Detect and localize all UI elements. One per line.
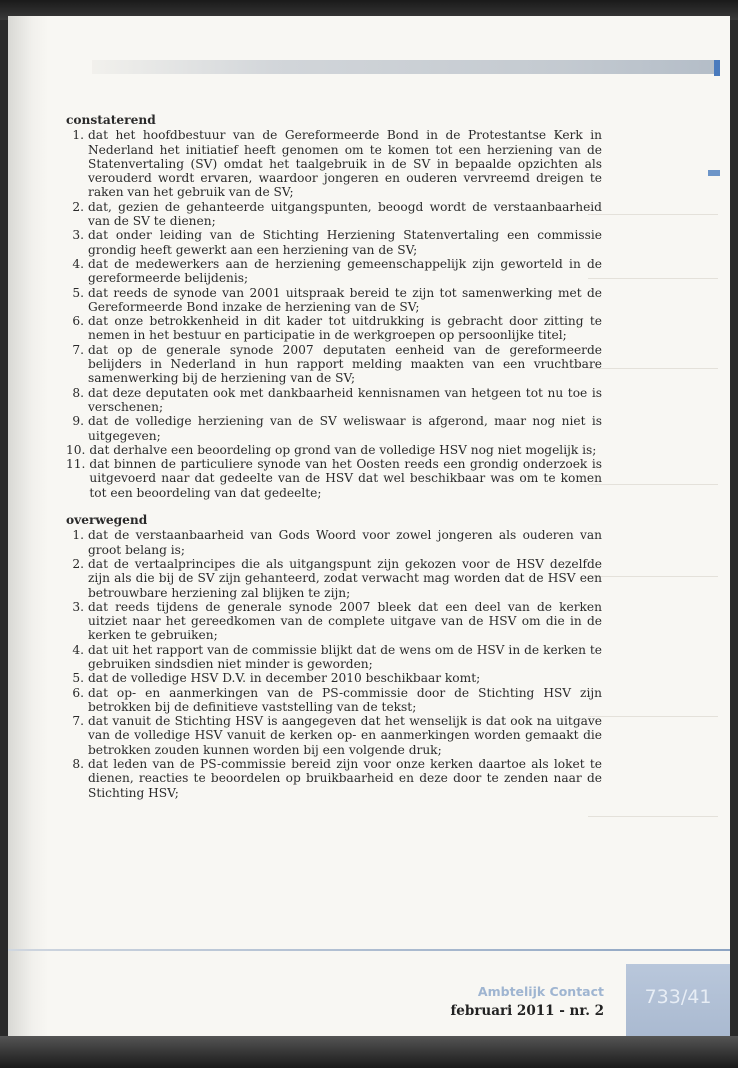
- item-text: dat reeds de synode van 2001 uitspraak bereid te zijn tot samenwerking met de Gereformeerde Bond inzake de herziening van de SV;: [88, 285, 602, 314]
- scan-border-bottom: [0, 1036, 738, 1068]
- item-number: 6.: [72, 685, 84, 700]
- item-number: 3.: [72, 228, 84, 243]
- item-text: dat op- en aanmerkingen van de PS-commissie door de Stichting HSV zijn betrokken bij de definitieve vaststelling van de tekst;: [88, 685, 602, 714]
- item-number: 1.: [72, 528, 84, 543]
- item-text: dat onze betrokkenheid in dit kader tot uitdrukking is gebracht door zitting te nemen in het bestuur en participatie in de werkgroepen op persoonlijke titel;: [88, 314, 602, 343]
- item-text: dat vanuit de Stichting HSV is aangegeven dat het wenselijk is dat ook na uitgave van de volledige HSV vanuit de kerken op- en aanmerkingen worden gemaakt die betrokken zouden kunnen worden bij een volgende druk;: [88, 714, 602, 757]
- bleed-through-line: [588, 816, 718, 817]
- item-number: 4.: [72, 256, 84, 271]
- list-item: [66, 757, 602, 800]
- item-text: dat de verstaanbaarheid van Gods Woord voor zowel jongeren als ouderen van groot belang is;: [88, 528, 602, 557]
- list-item: [66, 557, 602, 600]
- document-page: [8, 16, 730, 1040]
- list-item: [66, 257, 602, 286]
- item-text: dat op de generale synode 2007 deputaten eenheid van de gereformeerde belijders in Nederland in hun rapport melding maakten van een vruchtbare samenwerking bij de herziening van de SV;: [88, 342, 602, 386]
- list-item: [66, 343, 602, 386]
- list-item: [66, 386, 602, 415]
- item-number: 6.: [72, 314, 84, 329]
- journal-title: Ambtelijk Contact: [477, 984, 604, 999]
- item-number: 2.: [72, 199, 84, 214]
- item-number: 3.: [72, 599, 84, 614]
- item-number: 5.: [72, 285, 84, 300]
- numbered-list: [66, 528, 602, 800]
- item-text: dat reeds tijdens de generale synode 2007 bleek dat een deel van de kerken uitziet naar het gereedkomen van de complete uitgave van de HSV om die in de kerken te gebruiken;: [88, 599, 602, 643]
- list-item: [66, 128, 602, 199]
- list-item: [66, 228, 602, 257]
- item-text: dat de volledige HSV D.V. in december 2010 beschikbaar komt;: [88, 671, 481, 686]
- item-text: dat onder leiding van de Stichting Herziening Statenvertaling een commissie grondig heeft gewerkt aan een herziening van de SV;: [88, 228, 602, 257]
- list-item: [66, 457, 602, 500]
- item-number: 7.: [72, 342, 84, 357]
- item-text: dat deze deputaten ook met dankbaarheid kennisnamen van hetgeen tot nu toe is verschenen;: [88, 385, 602, 414]
- item-text: dat, gezien de gehanteerde uitgangspunten, beoogd wordt de verstaanbaarheid van de SV te dienen;: [88, 199, 602, 229]
- bleed-through-line: [588, 278, 718, 279]
- document-body: [66, 113, 602, 800]
- list-item: [66, 714, 602, 757]
- item-number: 4.: [72, 642, 84, 657]
- list-item: [66, 686, 602, 715]
- item-text: dat derhalve een beoordeling op grond van de volledige HSV nog niet mogelijk is;: [89, 442, 597, 457]
- item-number: 7.: [72, 714, 84, 729]
- item-number: 1.: [72, 128, 84, 143]
- item-text: dat de vertaalprincipes die als uitgangspunt zijn gekozen voor de HSV dezelfde zijn als die bij de SV zijn gehanteerd, zodat verwacht mag worden dat de HSV een betrouwbare herziening zal blijken te zijn;: [88, 556, 602, 600]
- list-item: [66, 600, 602, 643]
- numbered-list: [66, 128, 602, 500]
- bleed-through-line: [588, 368, 718, 369]
- bleed-through-line: [588, 576, 718, 577]
- section-heading: constaterend: [66, 113, 156, 127]
- list-item: [66, 286, 602, 315]
- footer-rule: [8, 949, 730, 951]
- item-text: dat binnen de particuliere synode van het Oosten reeds een grondig onderzoek is uitgevoerd naar dat gedeelte van de HSV dat wel beschikbaar was om te komen tot een beoordeling van dat gedeelte;: [89, 457, 602, 500]
- page-number: 733/41: [644, 986, 712, 1008]
- list-item: [66, 671, 602, 685]
- list-item: [66, 414, 602, 443]
- item-number: 9.: [72, 414, 84, 429]
- section-constaterend: [66, 113, 602, 500]
- item-text: dat uit het rapport van de commissie blijkt dat de wens om de HSV in de kerken te gebruiken sindsdien niet minder is geworden;: [88, 642, 602, 671]
- item-text: dat de medewerkers aan de herziening gemeenschappelijk zijn geworteld in de gereformeerde belijdenis;: [88, 256, 602, 286]
- list-item: [66, 314, 602, 343]
- list-item: [66, 643, 602, 672]
- margin-marker: [708, 170, 720, 176]
- bleed-through-line: [588, 214, 718, 215]
- bleed-through-line: [588, 716, 718, 717]
- item-text: dat de volledige herziening van de SV weliswaar is afgerond, maar nog niet is uitgegeven;: [88, 414, 602, 443]
- bleed-through-line: [588, 484, 718, 485]
- item-number: 5.: [72, 671, 84, 686]
- list-item: [66, 528, 602, 557]
- item-number: 10.: [66, 442, 86, 457]
- item-number: 8.: [72, 385, 84, 400]
- item-text: dat het hoofdbestuur van de Gereformeerde Bond in de Protestantse Kerk in Nederland het initiatief heeft genomen om te komen tot een herziening van de Statenvertaling (SV) omdat het taalgebruik in de SV in bepaalde opzichten als verouderd wordt ervaren, waardoor jongeren en ouderen vervreemd dreigen te raken van het gebruik van de SV;: [88, 128, 602, 200]
- item-number: 2.: [72, 556, 84, 571]
- list-item: [66, 443, 602, 457]
- page-gutter: [8, 16, 48, 1040]
- issue-label: februari 2011 - nr. 2: [450, 1003, 604, 1019]
- list-item: [66, 200, 602, 229]
- item-number: 11.: [66, 457, 86, 472]
- header-accent-tab: [714, 60, 720, 76]
- section-heading: overwegend: [66, 513, 148, 528]
- item-text: dat leden van de PS-commissie bereid zijn voor onze kerken daartoe als loket te dienen, reacties te beoordelen op bruikbaarheid en deze door te zenden naar de Stichting HSV;: [88, 757, 602, 800]
- section-overwegend: [66, 513, 602, 800]
- header-band: [92, 60, 714, 74]
- item-number: 8.: [72, 757, 84, 772]
